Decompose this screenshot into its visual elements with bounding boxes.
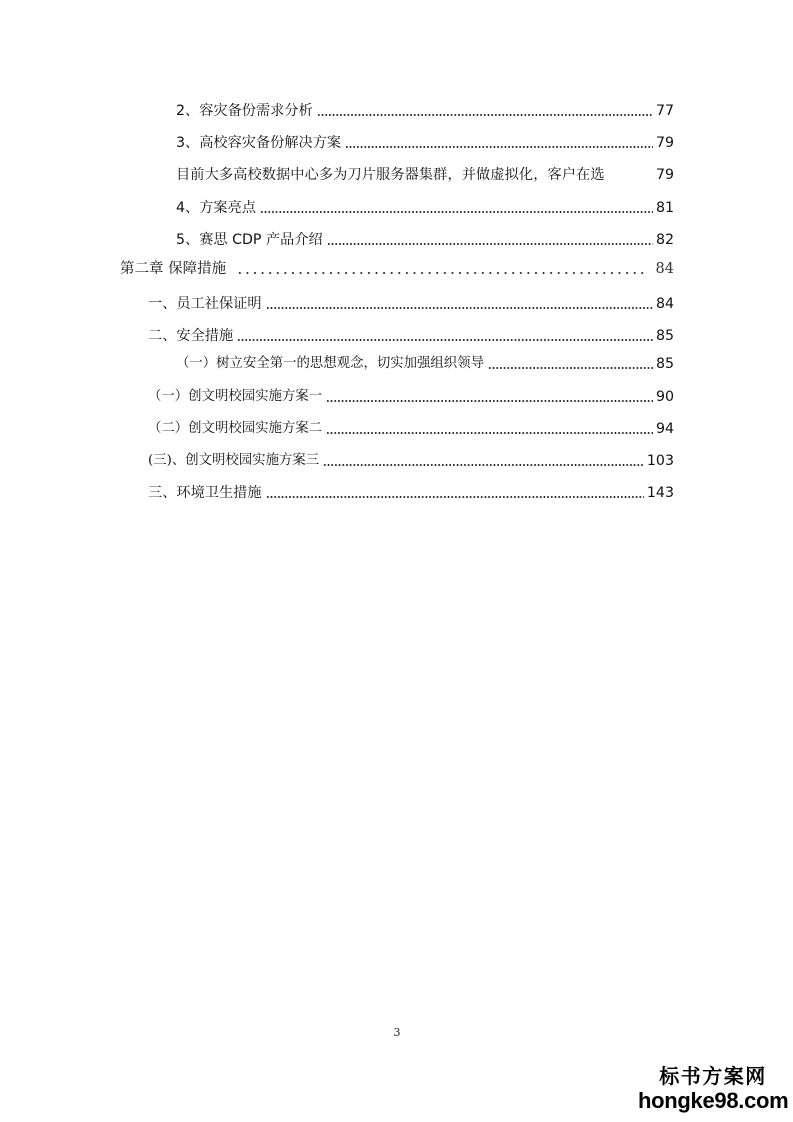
toc-entry-chapter-two-safeguards: [120, 256, 674, 278]
toc-entry-title: 第二章 保障措施: [120, 261, 227, 277]
toc-dot-leader: [323, 464, 644, 466]
watermark-website: hongke98.com: [638, 1088, 789, 1113]
toc-entry-page: 82: [655, 232, 674, 248]
toc-dot-leader: [236, 272, 644, 274]
toc-entry-title: 二、安全措施: [148, 328, 234, 344]
toc-dot-leader: [326, 432, 653, 434]
watermark-chinese-text: 标书方案网: [659, 1064, 767, 1088]
toc-entry-title: 一、员工社保证明: [148, 296, 262, 312]
toc-entry-page: 85: [655, 328, 674, 344]
toc-entry-page: 79: [655, 135, 674, 151]
toc-dot-leader: [317, 114, 653, 116]
toc-entry-page: 103: [646, 453, 674, 469]
toc-entry-page: 77: [655, 103, 674, 119]
toc-dot-leader: [237, 339, 653, 341]
toc-dot-leader: [488, 367, 653, 369]
toc-entry-disaster-recovery-needs: [176, 98, 674, 120]
page-number: 3: [393, 1026, 401, 1039]
toc-entry-environmental-hygiene: [148, 480, 674, 502]
toc-entry-title: （一）树立安全第一的思想观念，切实加强组织领导: [176, 356, 484, 371]
toc-entry-page: 84: [655, 296, 674, 312]
toc-entry-page: 90: [655, 389, 674, 405]
table-of-contents: [0, 0, 793, 520]
toc-entry-title: （一）创文明校园实施方案一: [148, 389, 323, 404]
toc-dot-leader: [345, 146, 653, 148]
toc-entry-data-center-overflow: [176, 162, 674, 184]
toc-dot-leader: [327, 243, 653, 245]
toc-entry-civilized-campus-plan-two: [148, 416, 674, 438]
toc-entry-title: 3、高校容灾备份解决方案: [176, 135, 342, 151]
toc-dot-leader: [266, 307, 653, 309]
toc-entry-page: 79: [655, 167, 674, 183]
toc-entry-civilized-campus-plan-one: [148, 384, 674, 406]
toc-dot-leader: [266, 496, 644, 498]
toc-dot-leader: [260, 211, 653, 213]
toc-dot-leader: [326, 400, 653, 402]
toc-entry-title: 三、环境卫生措施: [148, 485, 262, 501]
toc-entry-title: （二）创文明校园实施方案二: [148, 421, 323, 436]
source-watermark: [638, 1064, 788, 1116]
toc-entry-cdp-product-introduction: [176, 227, 674, 249]
toc-entry-page: 143: [646, 485, 674, 501]
toc-entry-employee-social-security: [148, 291, 674, 313]
toc-entry-title: 目前大多高校数据中心多为刀片服务器集群，并做虚拟化，客户在选: [176, 167, 605, 183]
toc-entry-page: 84: [655, 261, 674, 277]
toc-entry-page: 94: [655, 421, 674, 437]
toc-entry-safety-first-ideology: [176, 351, 674, 373]
toc-entry-university-backup-solution: [176, 130, 674, 152]
toc-entry-title: 2、容灾备份需求分析: [176, 103, 313, 119]
toc-entry-title: 5、赛思 CDP 产品介绍: [176, 232, 323, 248]
toc-entry-solution-highlights: [176, 195, 674, 217]
toc-entry-title: (三)、创文明校园实施方案三: [148, 453, 320, 468]
toc-entry-civilized-campus-plan-three: [148, 448, 674, 470]
toc-entry-page: 81: [655, 200, 674, 216]
toc-entry-safety-measures: [148, 323, 674, 345]
toc-entry-page: 85: [655, 356, 674, 372]
toc-entry-title: 4、方案亮点: [176, 200, 256, 216]
